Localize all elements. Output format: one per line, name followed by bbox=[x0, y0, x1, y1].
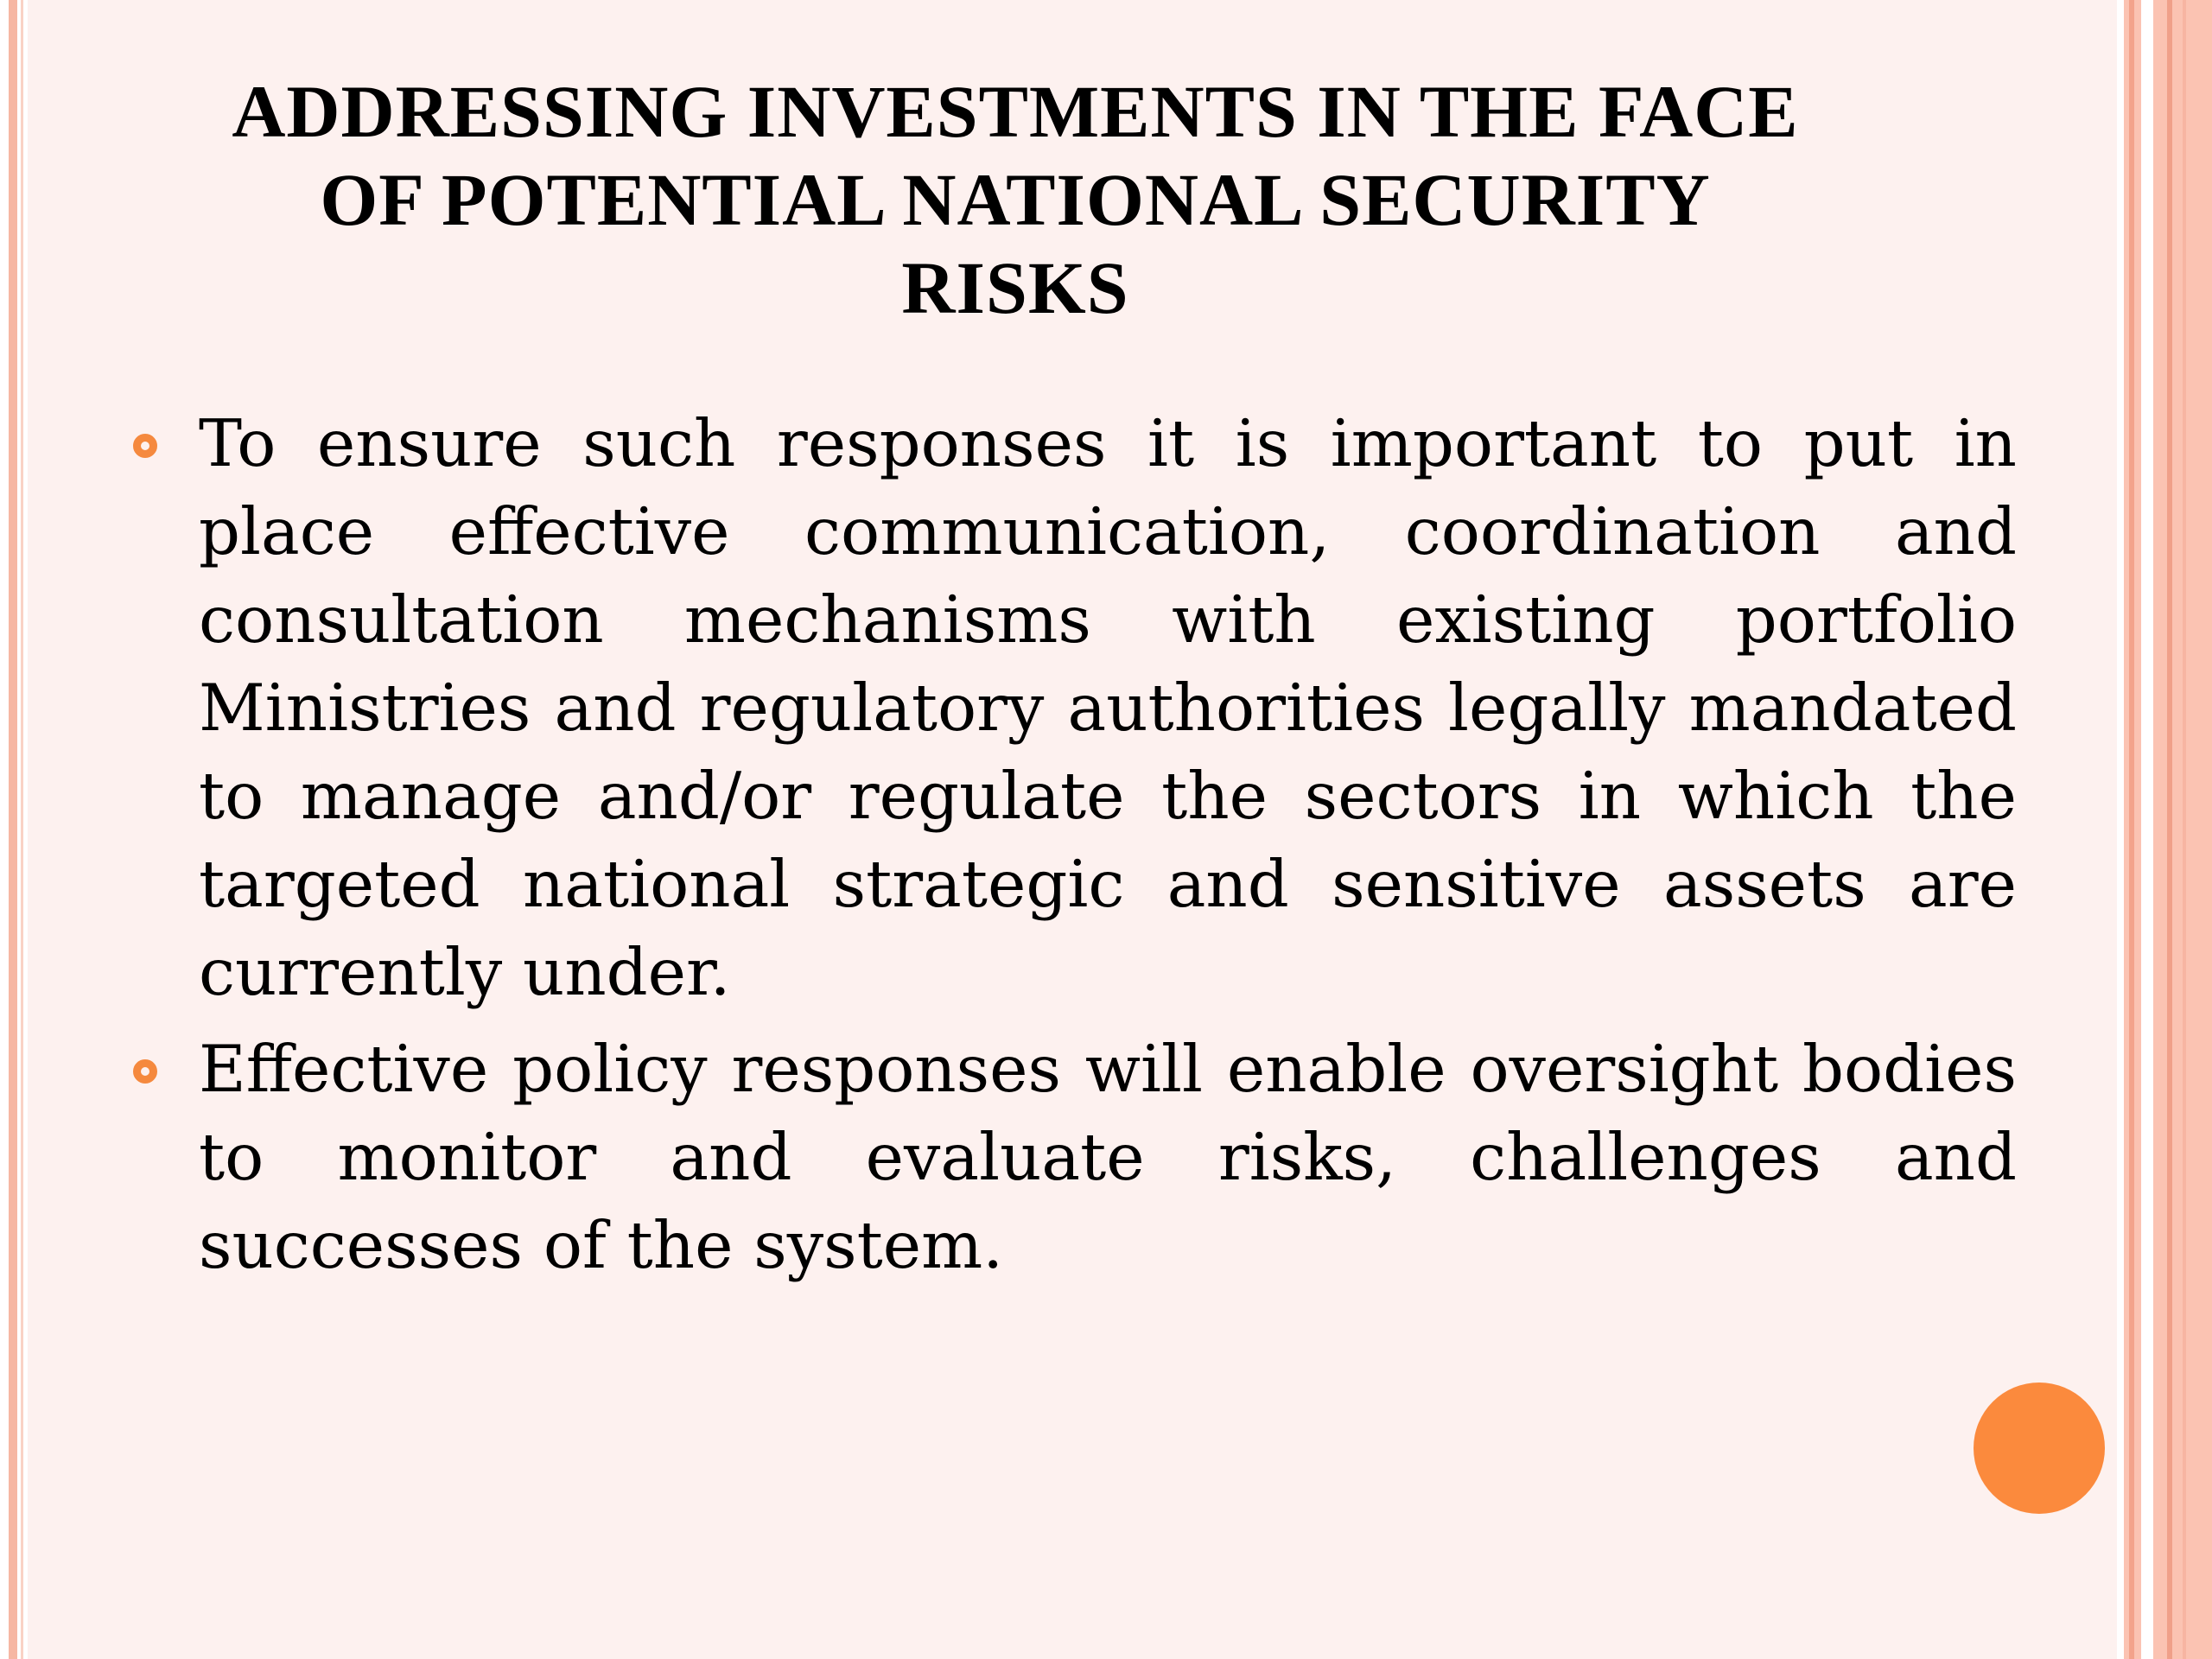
left-border-stripe bbox=[9, 0, 17, 1659]
slide-title bbox=[121, 67, 1910, 332]
slide-title-line: ADDRESSING INVESTMENTS IN THE FACE bbox=[232, 70, 1799, 153]
bullet-item bbox=[130, 1025, 2017, 1289]
slide-title-line: OF POTENTIAL NATIONAL SECURITY bbox=[320, 158, 1711, 241]
right-border-line bbox=[2183, 0, 2186, 1659]
bullet-list bbox=[130, 399, 2017, 1298]
orange-circle-icon bbox=[1974, 1382, 2105, 1514]
hollow-circle-bullet-icon bbox=[133, 434, 157, 458]
right-border-line bbox=[2141, 0, 2153, 1659]
right-decorative-border bbox=[2117, 0, 2212, 1659]
slide-title-line: RISKS bbox=[901, 246, 1129, 329]
right-border-line bbox=[2117, 0, 2124, 1659]
bullet-text: Effective policy responses will enable oversight bodies to monitor and evaluate risks, challenges and successes of the system. bbox=[199, 1031, 2017, 1283]
right-border-line bbox=[2129, 0, 2134, 1659]
bullet-text: To ensure such responses it is important to put in place effective communication, coordination and consultation mechanisms with existing portfolio Ministries and regulatory authorities legally mandated to manage and/or regulate the sectors in which the targeted national strategic and sensitive assets are currently under. bbox=[199, 405, 2017, 1010]
left-decorative-border bbox=[0, 0, 28, 1659]
hollow-circle-bullet-icon bbox=[133, 1059, 157, 1084]
left-border-thin-stripe bbox=[21, 0, 23, 1659]
right-border-line bbox=[2167, 0, 2172, 1659]
bullet-item bbox=[130, 399, 2017, 1016]
